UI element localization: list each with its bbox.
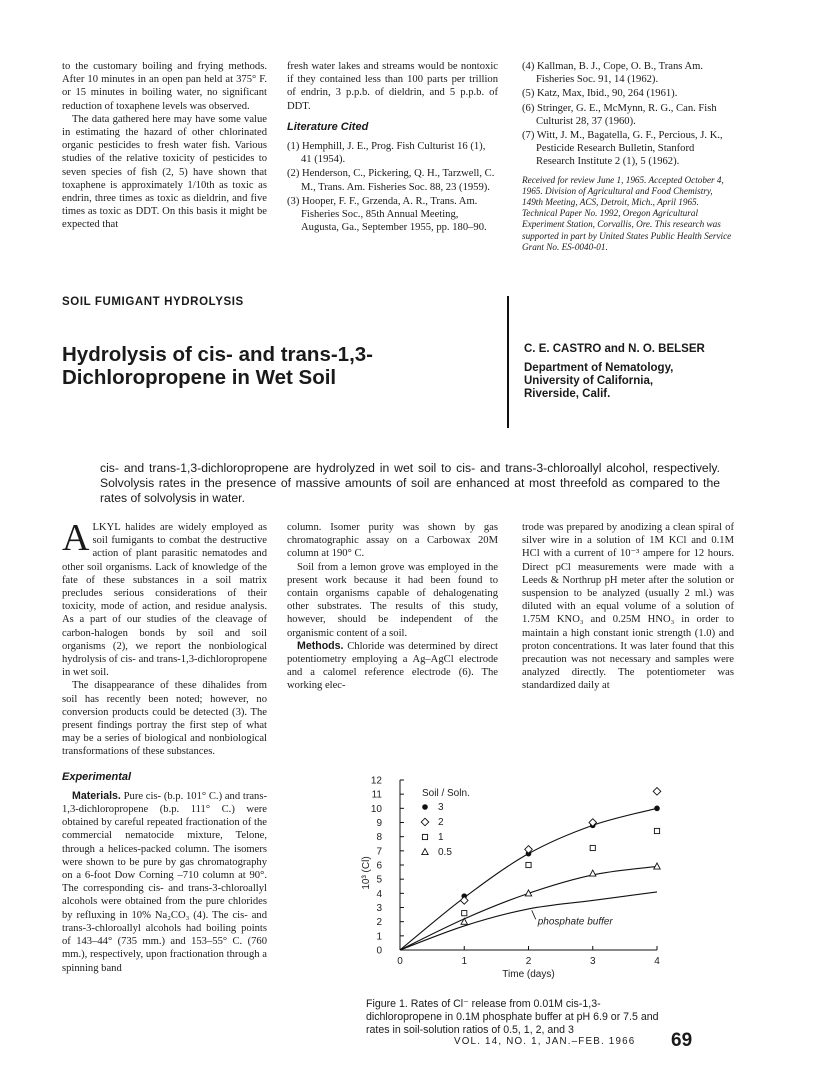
- data-point-dot: [654, 806, 660, 812]
- section-category: SOIL FUMIGANT HYDROLYSIS: [62, 296, 244, 308]
- fit-curve: [400, 892, 657, 950]
- y-tick-label: 0: [376, 945, 382, 957]
- fit-curve: [400, 866, 657, 950]
- data-point-square: [590, 845, 595, 850]
- data-point-diamond: [653, 788, 661, 796]
- received-note: Received for review June 1, 1965. Accepted October 4, 1965. Division of Agricultural and Food Chemistry, 149th Meeting, ACS, Detroit, Mich., April 1965. Technical Paper No. 1992, Oregon Agricultural Experiment Station, Corvallis, Ore. This research was supported in part by United States Public Health Service Grant No. ES-0040-01.: [522, 174, 732, 252]
- affiliation-line: Department of Nematology,: [524, 362, 674, 374]
- y-tick-label: 8: [376, 832, 382, 844]
- paragraph: fresh water lakes and streams would be nontoxic if they contained less than 100 parts per trillion of endrin, 3 p.p.b. of dieldrin, and 5 p.p.b. of DDT.: [287, 61, 498, 112]
- reference-item: (2) Henderson, C., Pickering, Q. H., Tarzwell, C. M., Trans. Am. Fisheries Soc. 88, 23 (1959).: [287, 168, 495, 193]
- intro-text: LKYL halides are widely employed as soil fumigants to combat the destructive action of plant parasitic nematodes and other soil organisms. Lack of knowledge of the fate of these substances in a soil matrix precludes serious considerations of their toxicity, mode of action, and residue analysis. As a part of our studies of the cleavage of carbon-halogen bonds by soil and soil organisms (2), we report the nonbiological hydrolysis of cis- and trans-1,3-dichloropropene in wet soil.: [62, 522, 267, 679]
- drop-cap: A: [62, 517, 90, 559]
- materials-text: Pure cis- (b.p. 101° C.) and trans-1,3-dichloropropene (b.p. 111° C.) were obtained by careful repeated fractionation of the commercial nematocide mixture, Telone, through a helices-packed column. The isomers were shown to be pure by gas chromatography on a 6-foot Dow Corning –710 column at 90°. The corresponding cis- and trans-3-chloroallyl alcohols were obtained from the pure chlorides by refluxing in 10% Na₂CO₃ (4). The cis- and trans-3-chloroallyl alcohols had boiling points of 143–44° (735 mm.) and 153–55° C. (760 mm.), respectively, upon fractionation through a spinning band: [62, 790, 267, 974]
- article-title: Hydrolysis of cis- and trans-1,3-Dichloropropene in Wet Soil: [62, 343, 374, 389]
- affiliation-line: Riverside, Calif.: [524, 388, 611, 400]
- body-column-2: [287, 521, 498, 693]
- data-point-triangle: [590, 870, 596, 876]
- experimental-heading: Experimental: [62, 770, 132, 783]
- intro-paragraph: [62, 517, 267, 679]
- x-tick-label: 2: [525, 956, 532, 967]
- annotation-label: phosphate buffer: [537, 916, 613, 928]
- x-tick-label: 4: [654, 956, 660, 967]
- data-point-square: [654, 828, 659, 833]
- x-axis-label: Time (days): [502, 969, 555, 980]
- run-in-heading: Methods.: [297, 639, 344, 652]
- x-tick-label: 1: [461, 956, 468, 967]
- annotation-leader: [532, 910, 536, 919]
- author-names: C. E. CASTRO and N. O. BELSER: [524, 343, 705, 355]
- body-column-3: [522, 521, 734, 693]
- reference-item: (7) Witt, J. M., Bagatella, G. F., Percious, J. K., Pesticide Research Bulletin, Stanford Research Institute 2 (1), 5 (1962).: [522, 130, 723, 168]
- legend-marker-triangle: [422, 849, 428, 855]
- paragraph: column. Isomer purity was shown by gas chromatographic assay on a Carbowax 20M column at 190° C.: [287, 522, 498, 560]
- y-tick-label: 3: [376, 903, 382, 914]
- reference-item: (5) Katz, Max, Ibid., 90, 264 (1961).: [522, 88, 678, 100]
- legend-marker-dot: [422, 804, 428, 810]
- legend-marker-diamond: [421, 818, 429, 826]
- paragraph: trode was prepared by anodizing a clean spiral of silver wire in a solution of 1M KCl and 0.1M HCl with a current of 10⁻³ ampere for 12 hours. Direct pCl measurements were made with a Leeds & Northrup pH meter after the solution or suspension to be analyzed (usually 2 ml.) was diluted with an equal volume of a solution of 1.75M KNO₃ and 0.25M HNO₃ in order to maintain a high constant ionic strength (1.0) and proton concentrations. It was later found that this precaution was not necessary and samples were analyzed directly. The potentiometer was standardized daily at: [522, 522, 734, 692]
- y-tick-label: 5: [376, 874, 382, 886]
- data-point-triangle: [654, 863, 660, 869]
- literature-cited-heading: Literature Cited: [287, 120, 369, 133]
- materials-paragraph: [62, 790, 267, 975]
- figure-caption: Figure 1. Rates of Cl⁻ release from 0.01M cis-1,3-dichloropropene in 0.1M phosphate buffer at pH 6.9 or 7.5 and rates in soil-solution ratios of 0.5, 1, 2, and 3: [366, 998, 659, 1036]
- legend-label: 3: [438, 802, 444, 813]
- y-axis-label: 10³ (Cl): [361, 856, 372, 890]
- y-tick-label: 4: [376, 888, 382, 900]
- y-tick-label: 12: [370, 775, 382, 787]
- chart-plot-area: [361, 776, 661, 981]
- legend-label: 1: [438, 832, 444, 843]
- header-divider: [507, 296, 509, 428]
- y-tick-label: 1: [376, 931, 382, 943]
- reference-item: (4) Kallman, B. J., Cope, O. B., Trans Am. Fisheries Soc. 91, 14 (1962).: [522, 61, 703, 86]
- author-block: [524, 343, 705, 401]
- run-in-heading: Materials.: [72, 789, 121, 802]
- legend-label: 0.5: [438, 847, 452, 858]
- paragraph: Soil from a lemon grove was employed in the present work because it had been found to contain organisms capable of dehalogenating other substrates. The results of this study, however, should be independent of the organismic content of a soil.: [287, 561, 498, 639]
- abstract: cis- and trans-1,3-dichloropropene are hydrolyzed in wet soil to cis- and trans-3-chloroallyl alcohol, respectively. Solvolysis rates in the presence of massive amounts of soil are enhanced at most threefold as compared to the rates of solvolysis in water.: [100, 461, 720, 505]
- paragraph: The data gathered here may have some value in estimating the hazard of other chlorinated organic pesticides to fresh water fish. Various studies of the relative toxicity of pesticides to seven species of fish (2, 5) have shown that toxaphene is approximately 1/10th as toxic as endrin, three times as toxic as dieldrin, and five times as toxic as DDT. On this basis it might be expected that: [62, 113, 267, 231]
- y-tick-label: 9: [376, 818, 382, 829]
- data-point-square: [526, 862, 531, 867]
- figure-1-chart: [352, 768, 697, 998]
- reference-item: (1) Hemphill, J. E., Prog. Fish Culturist 16 (1), 41 (1954).: [287, 141, 486, 166]
- x-tick-label: 3: [589, 956, 596, 967]
- reference-item: (6) Stringer, G. E., McMynn, R. G., Can. Fish Culturist 28, 37 (1960).: [522, 102, 717, 127]
- methods-text: Chloride was determined by direct potentiometry employing a Ag–AgCl electrode and a calomel reference electrode (6). The working elec-: [287, 640, 498, 692]
- data-point-diamond: [460, 897, 468, 905]
- x-tick-label: 0: [397, 956, 403, 967]
- legend-marker-square: [422, 834, 427, 839]
- prev-article-column-3: [522, 60, 734, 253]
- y-tick-label: 7: [376, 846, 382, 858]
- paragraph: to the customary boiling and frying methods. After 10 minutes in an open pan held at 375° F. or 15 minutes in boiling water, no significant reduction of toxaphene levels was observed.: [62, 61, 267, 112]
- affiliation-line: University of California,: [524, 375, 654, 387]
- prev-article-column-2: [287, 60, 498, 235]
- y-tick-label: 11: [371, 789, 382, 801]
- journal-footer: VOL. 14, NO. 1, JAN.–FEB. 1966: [454, 1036, 636, 1047]
- y-tick-label: 6: [376, 860, 382, 872]
- data-point-triangle: [461, 918, 467, 924]
- legend-label: 2: [438, 817, 444, 828]
- prev-article-column-1: [62, 60, 267, 232]
- body-column-1: [62, 517, 267, 975]
- data-point-square: [462, 911, 467, 916]
- y-tick-label: 2: [376, 917, 382, 929]
- y-tick-label: 10: [370, 803, 382, 815]
- legend-title: Soil / Soln.: [422, 788, 470, 799]
- reference-item: (3) Hooper, F. F., Grzenda, A. R., Trans. Am. Fisheries Soc., 85th Annual Meeting, Augusta, Ga., September 1955, pp. 180–90.: [287, 195, 487, 234]
- methods-paragraph: [287, 640, 498, 693]
- paragraph: The disappearance of these dihalides from soil has recently been noted; however, no conversion products could be detected (3). The present findings portray the first step of what may be a series of biological and nonbiological transformations of these substances.: [62, 680, 267, 758]
- fit-curve: [400, 808, 657, 950]
- page-number: 69: [671, 1030, 693, 1051]
